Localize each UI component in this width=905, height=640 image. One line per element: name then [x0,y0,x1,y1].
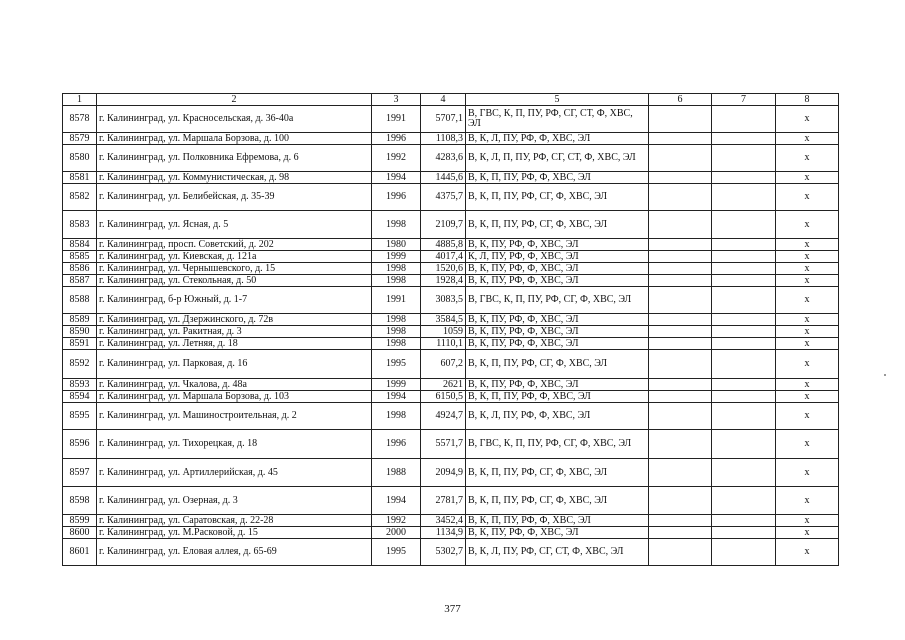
area-cell: 2094,9 [421,459,466,487]
row-number-cell: 8579 [63,133,97,145]
area-cell: 1445,6 [421,172,466,184]
column-8-cell: х [776,184,839,211]
column-7-cell [712,287,776,314]
column-6-cell [649,338,712,350]
row-number-cell: 8594 [63,391,97,403]
table-row [63,133,839,145]
column-6-cell [649,314,712,326]
column-6-cell [649,172,712,184]
row-number-cell: 8588 [63,287,97,314]
year-cell: 1995 [372,539,421,566]
year-cell: 1991 [372,287,421,314]
works-cell: В, К, П, ПУ, РФ, СГ, Ф, ХВС, ЭЛ [466,350,649,379]
address-cell: г. Калининград, ул. Красносельская, д. 36-40а [97,106,372,133]
address-cell: г. Калининград, ул. Стекольная, д. 50 [97,275,372,287]
works-cell: В, К, ПУ, РФ, Ф, ХВС, ЭЛ [466,314,649,326]
row-number-cell: 8595 [63,403,97,430]
year-cell: 1998 [372,338,421,350]
area-cell: 5707,1 [421,106,466,133]
address-cell: г. Калининград, просп. Советский, д. 202 [97,239,372,251]
table-row [63,391,839,403]
column-6-cell [649,379,712,391]
address-cell: г. Калининград, ул. Ясная, д. 5 [97,211,372,239]
row-number-cell: 8586 [63,263,97,275]
row-number-cell: 8593 [63,379,97,391]
column-7-cell [712,263,776,275]
column-7-cell [712,391,776,403]
table-row [63,527,839,539]
column-6-cell [649,459,712,487]
column-8-cell: х [776,275,839,287]
works-cell: В, К, П, ПУ, РФ, СГ, Ф, ХВС, ЭЛ [466,211,649,239]
column-7-cell [712,350,776,379]
address-cell: г. Калининград, ул. Маршала Борзова, д. 103 [97,391,372,403]
housing-registry-table [62,93,839,566]
column-7-cell [712,326,776,338]
year-cell: 1998 [372,263,421,275]
row-number-cell: 8600 [63,527,97,539]
works-cell: В, К, П, ПУ, РФ, СГ, Ф, ХВС, ЭЛ [466,487,649,515]
row-number-cell: 8596 [63,430,97,459]
column-6-cell [649,275,712,287]
column-8-cell: х [776,211,839,239]
address-cell: г. Калининград, ул. Машиностроительная, д. 2 [97,403,372,430]
column-6-cell [649,239,712,251]
works-cell: В, К, П, ПУ, РФ, СГ, Ф, ХВС, ЭЛ [466,459,649,487]
column-6-cell [649,430,712,459]
column-6-cell [649,527,712,539]
table-row [63,379,839,391]
area-cell: 2781,7 [421,487,466,515]
table-row [63,430,839,459]
works-cell: В, К, Л, ПУ, РФ, Ф, ХВС, ЭЛ [466,403,649,430]
column-8-cell: х [776,172,839,184]
table-row [63,515,839,527]
area-cell: 5571,7 [421,430,466,459]
column-7-cell [712,459,776,487]
year-cell: 1995 [372,350,421,379]
column-8-cell: х [776,251,839,263]
column-8-cell: х [776,239,839,251]
address-cell: г. Калининград, ул. Ракитная, д. 3 [97,326,372,338]
column-8-cell: х [776,338,839,350]
works-cell: В, К, П, ПУ, РФ, Ф, ХВС, ЭЛ [466,391,649,403]
address-cell: г. Калининград, ул. Киевская, д. 121а [97,251,372,263]
table-row [63,350,839,379]
year-cell: 1998 [372,211,421,239]
header-cell-5: 5 [466,94,649,106]
table-row [63,172,839,184]
row-number-cell: 8592 [63,350,97,379]
column-8-cell: х [776,515,839,527]
address-cell: г. Калининград, ул. Озерная, д. 3 [97,487,372,515]
row-number-cell: 8601 [63,539,97,566]
column-8-cell: х [776,145,839,172]
area-cell: 3452,4 [421,515,466,527]
address-cell: г. Калининград, ул. Коммунистическая, д. 98 [97,172,372,184]
column-7-cell [712,403,776,430]
year-cell: 1988 [372,459,421,487]
year-cell: 1992 [372,145,421,172]
column-8-cell: х [776,133,839,145]
year-cell: 1998 [372,275,421,287]
column-7-cell [712,275,776,287]
year-cell: 1998 [372,403,421,430]
table-row [63,539,839,566]
table-row [63,403,839,430]
column-8-cell: х [776,350,839,379]
table-row [63,106,839,133]
works-cell: В, К, ПУ, РФ, Ф, ХВС, ЭЛ [466,263,649,275]
year-cell: 2000 [372,527,421,539]
column-7-cell [712,314,776,326]
address-cell: г. Калининград, ул. Тихорецкая, д. 18 [97,430,372,459]
address-cell: г. Калининград, ул. Полковника Ефремова, д. 6 [97,145,372,172]
row-number-cell: 8591 [63,338,97,350]
table-row [63,287,839,314]
row-number-cell: 8587 [63,275,97,287]
area-cell: 1520,6 [421,263,466,275]
table-row [63,326,839,338]
works-cell: В, К, Л, П, ПУ, РФ, СГ, СТ, Ф, ХВС, ЭЛ [466,145,649,172]
column-7-cell [712,145,776,172]
column-8-cell: х [776,403,839,430]
area-cell: 1059 [421,326,466,338]
works-cell: В, К, Л, ПУ, РФ, СГ, СТ, Ф, ХВС, ЭЛ [466,539,649,566]
address-cell: г. Калининград, б-р Южный, д. 1-7 [97,287,372,314]
address-cell: г. Калининград, ул. М.Расковой, д. 15 [97,527,372,539]
header-cell-4: 4 [421,94,466,106]
column-7-cell [712,338,776,350]
area-cell: 1928,4 [421,275,466,287]
column-6-cell [649,263,712,275]
row-number-cell: 8585 [63,251,97,263]
column-6-cell [649,326,712,338]
column-8-cell: х [776,287,839,314]
column-8-cell: х [776,314,839,326]
area-cell: 4885,8 [421,239,466,251]
year-cell: 1991 [372,106,421,133]
header-cell-7: 7 [712,94,776,106]
column-6-cell [649,287,712,314]
header-cell-1: 1 [63,94,97,106]
works-cell: В, К, П, ПУ, РФ, Ф, ХВС, ЭЛ [466,515,649,527]
row-number-cell: 8590 [63,326,97,338]
table-row [63,314,839,326]
year-cell: 1998 [372,326,421,338]
works-cell: В, ГВС, К, П, ПУ, РФ, СГ, Ф, ХВС, ЭЛ [466,287,649,314]
column-8-cell: х [776,459,839,487]
row-number-cell: 8598 [63,487,97,515]
address-cell: г. Калининград, ул. Еловая аллея, д. 65-69 [97,539,372,566]
column-8-cell: х [776,539,839,566]
row-number-cell: 8583 [63,211,97,239]
row-number-cell: 8599 [63,515,97,527]
column-8-cell: х [776,326,839,338]
works-cell: В, ГВС, К, П, ПУ, РФ, СГ, Ф, ХВС, ЭЛ [466,430,649,459]
area-cell: 6150,5 [421,391,466,403]
header-cell-8: 8 [776,94,839,106]
address-cell: г. Калининград, ул. Парковая, д. 16 [97,350,372,379]
works-cell: В, К, ПУ, РФ, Ф, ХВС, ЭЛ [466,338,649,350]
column-7-cell [712,172,776,184]
address-cell: г. Калининград, ул. Маршала Борзова, д. 100 [97,133,372,145]
address-cell: г. Калининград, ул. Летняя, д. 18 [97,338,372,350]
row-number-cell: 8582 [63,184,97,211]
column-6-cell [649,251,712,263]
table-row [63,145,839,172]
year-cell: 1996 [372,133,421,145]
year-cell: 1996 [372,430,421,459]
column-6-cell [649,133,712,145]
address-cell: г. Калининград, ул. Дзержинского, д. 72в [97,314,372,326]
area-cell: 4924,7 [421,403,466,430]
row-number-cell: 8584 [63,239,97,251]
table-row [63,275,839,287]
column-6-cell [649,106,712,133]
address-cell: г. Калининград, ул. Саратовская, д. 22-28 [97,515,372,527]
address-cell: г. Калининград, ул. Белибейская, д. 35-39 [97,184,372,211]
table-row [63,211,839,239]
table-row [63,251,839,263]
column-7-cell [712,106,776,133]
area-cell: 2621 [421,379,466,391]
area-cell: 3083,5 [421,287,466,314]
table-row [63,184,839,211]
column-7-cell [712,527,776,539]
area-cell: 3584,5 [421,314,466,326]
row-number-cell: 8578 [63,106,97,133]
year-cell: 1992 [372,515,421,527]
column-7-cell [712,211,776,239]
column-7-cell [712,239,776,251]
year-cell: 1994 [372,487,421,515]
column-7-cell [712,539,776,566]
column-7-cell [712,184,776,211]
column-7-cell [712,430,776,459]
works-cell: К, Л, ПУ, РФ, Ф, ХВС, ЭЛ [466,251,649,263]
column-7-cell [712,515,776,527]
area-cell: 1134,9 [421,527,466,539]
column-8-cell: х [776,263,839,275]
works-cell: В, К, ПУ, РФ, Ф, ХВС, ЭЛ [466,379,649,391]
year-cell: 1996 [372,184,421,211]
year-cell: 1999 [372,379,421,391]
address-cell: г. Калининград, ул. Чернышевского, д. 15 [97,263,372,275]
column-6-cell [649,145,712,172]
table-row [63,487,839,515]
works-cell: В, К, П, ПУ, РФ, СГ, Ф, ХВС, ЭЛ [466,184,649,211]
column-7-cell [712,251,776,263]
row-number-cell: 8580 [63,145,97,172]
table-row [63,239,839,251]
area-cell: 4017,4 [421,251,466,263]
works-cell: В, К, ПУ, РФ, Ф, ХВС, ЭЛ [466,239,649,251]
column-8-cell: х [776,430,839,459]
column-8-cell: х [776,379,839,391]
header-cell-6: 6 [649,94,712,106]
year-cell: 1994 [372,391,421,403]
page-number: 377 [444,603,461,615]
column-8-cell: х [776,527,839,539]
table-row [63,263,839,275]
column-6-cell [649,391,712,403]
area-cell: 607,2 [421,350,466,379]
column-6-cell [649,211,712,239]
area-cell: 5302,7 [421,539,466,566]
column-6-cell [649,403,712,430]
year-cell: 1999 [372,251,421,263]
header-cell-3: 3 [372,94,421,106]
area-cell: 1108,3 [421,133,466,145]
column-6-cell [649,515,712,527]
area-cell: 4375,7 [421,184,466,211]
works-cell: В, К, ПУ, РФ, Ф, ХВС, ЭЛ [466,275,649,287]
column-6-cell [649,487,712,515]
column-6-cell [649,184,712,211]
works-cell: В, ГВС, К, П, ПУ, РФ, СГ, СТ, Ф, ХВС, ЭЛ [466,106,649,133]
year-cell: 1998 [372,314,421,326]
works-cell: В, К, Л, ПУ, РФ, Ф, ХВС, ЭЛ [466,133,649,145]
table-row [63,459,839,487]
column-6-cell [649,539,712,566]
year-cell: 1980 [372,239,421,251]
column-7-cell [712,133,776,145]
area-cell: 4283,6 [421,145,466,172]
year-cell: 1994 [372,172,421,184]
row-number-cell: 8597 [63,459,97,487]
column-7-cell [712,487,776,515]
address-cell: г. Калининград, ул. Чкалова, д. 48а [97,379,372,391]
works-cell: В, К, ПУ, РФ, Ф, ХВС, ЭЛ [466,527,649,539]
area-cell: 2109,7 [421,211,466,239]
column-6-cell [649,350,712,379]
address-cell: г. Калининград, ул. Артиллерийская, д. 45 [97,459,372,487]
column-7-cell [712,379,776,391]
column-8-cell: х [776,391,839,403]
area-cell: 1110,1 [421,338,466,350]
works-cell: В, К, ПУ, РФ, Ф, ХВС, ЭЛ [466,326,649,338]
table-header-row [63,94,839,106]
works-cell: В, К, П, ПУ, РФ, Ф, ХВС, ЭЛ [466,172,649,184]
table-row [63,338,839,350]
scan-speck [884,374,886,376]
column-8-cell: х [776,487,839,515]
header-cell-2: 2 [97,94,372,106]
row-number-cell: 8581 [63,172,97,184]
column-8-cell: х [776,106,839,133]
row-number-cell: 8589 [63,314,97,326]
